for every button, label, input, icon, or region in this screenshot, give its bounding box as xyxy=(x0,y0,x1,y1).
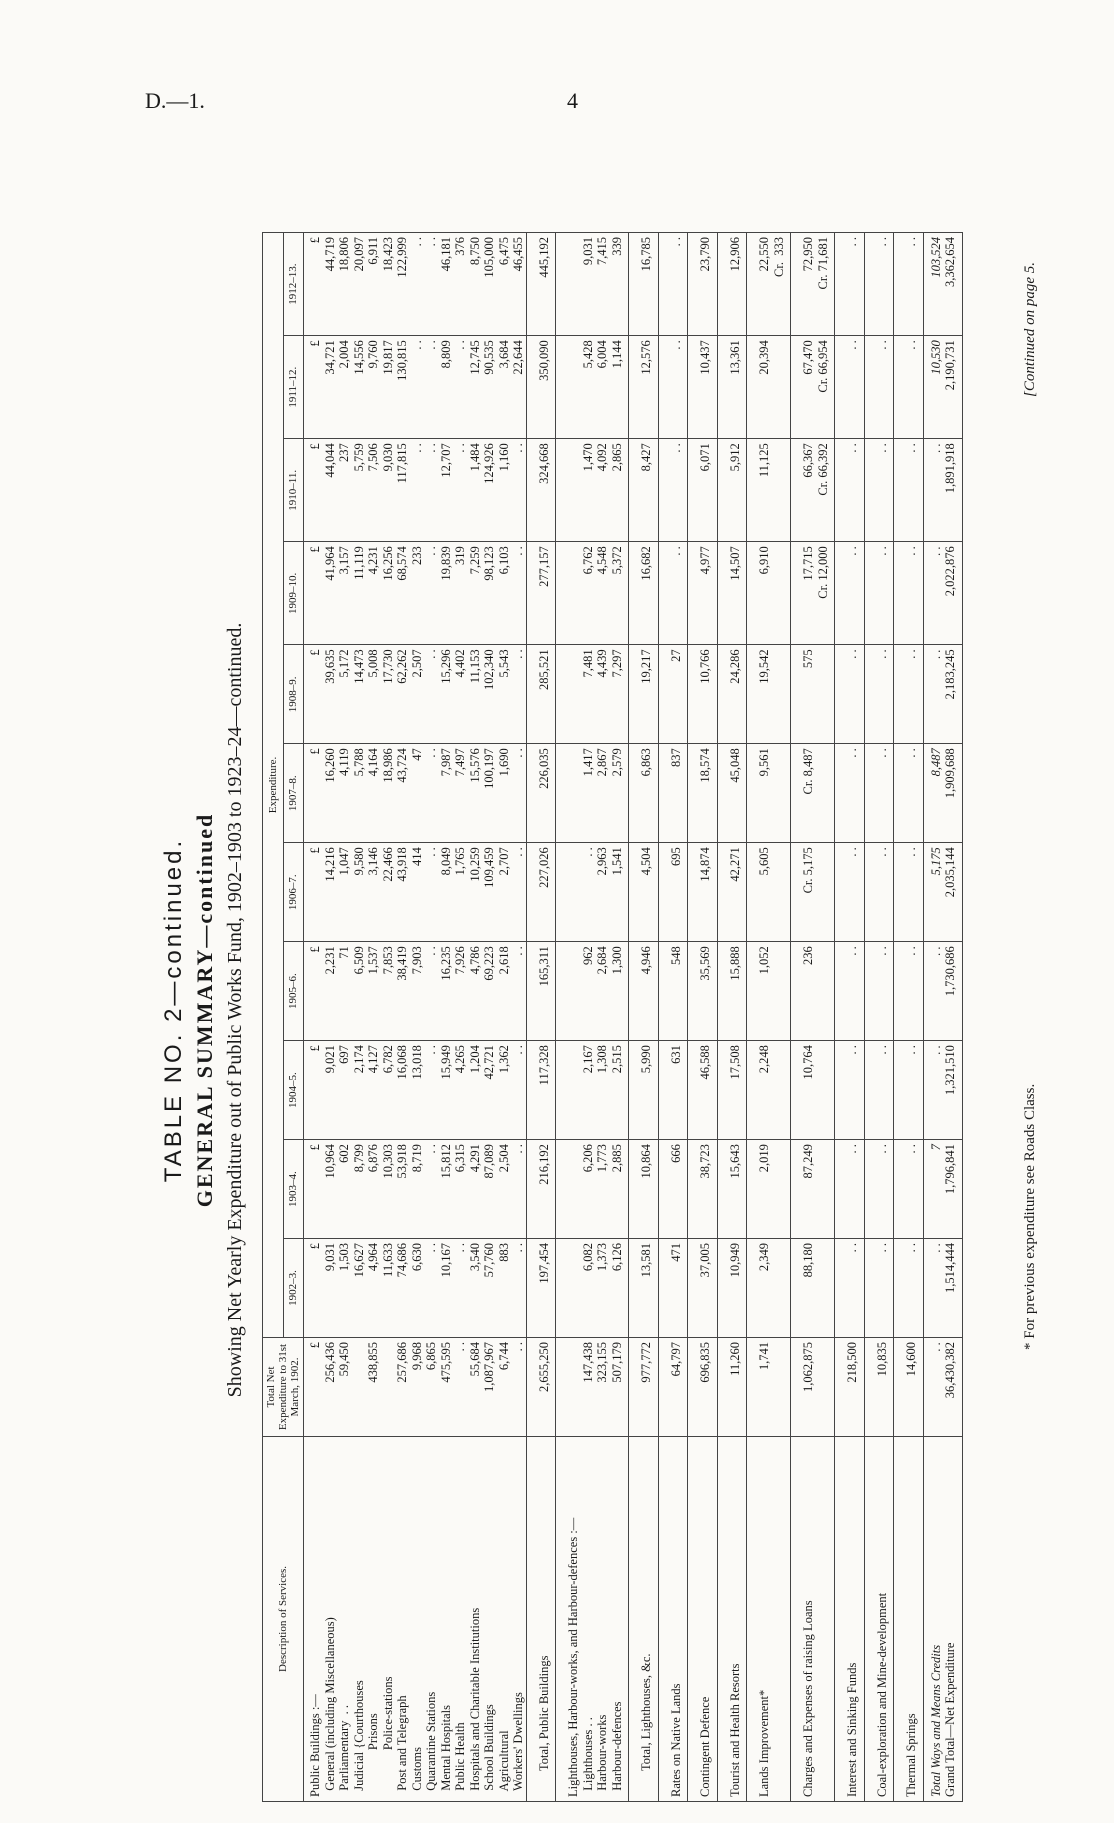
year-value-cell: Cr. 5,175 xyxy=(791,843,835,942)
year-value-cell: 5,912 xyxy=(717,439,747,542)
table-row xyxy=(688,233,718,1802)
grand-total-value: 1,514,444 xyxy=(943,1243,957,1294)
year-value-cell: . . xyxy=(894,942,924,1041)
year-value-cell: 10,864 xyxy=(629,1140,659,1239)
year-value-cell: . . xyxy=(835,942,865,1041)
row-description: Charges and Expenses of raising Loans xyxy=(791,1437,835,1802)
ways-means-value: 10,530 xyxy=(928,340,943,375)
total-to-1902-cell: £ 256,436 59,450 438,855 257,686 9,968 6,865 475,595 . . 55,684 1,087,967 6,744 . . xyxy=(304,1338,527,1437)
col-header-year: 1910–11. xyxy=(283,439,304,542)
year-value-cell: 7,481 4,439 7,297 xyxy=(556,645,629,744)
year-value-cell: . . xyxy=(658,233,688,336)
ways-means-value: 5,175 xyxy=(928,847,943,876)
year-value-cell: 16,682 xyxy=(629,542,659,645)
year-value-cell: . . xyxy=(864,1239,894,1338)
year-value-cell: 277,157 xyxy=(526,542,556,645)
year-value-cell: 13,361 xyxy=(717,336,747,439)
year-value-cell: £ 39,635 5,172 14,473 5,008 17,730 62,262 2,507 . . 15,296 4,402 11,153 102,340 5,543 . . xyxy=(304,645,527,744)
year-value-cell: 117,328 xyxy=(526,1041,556,1140)
year-value-cell: 19,542 xyxy=(747,645,791,744)
grand-total-cell xyxy=(923,439,962,542)
col-header-expenditure: Expenditure. xyxy=(263,233,284,1338)
year-value-cell: . . xyxy=(658,336,688,439)
year-value-cell: 962 2,684 1,300 xyxy=(556,942,629,1041)
year-value-cell: . . xyxy=(894,439,924,542)
grand-total-cell xyxy=(923,942,962,1041)
year-value-cell: 45,048 xyxy=(717,744,747,843)
col-header-year: 1905–6. xyxy=(283,942,304,1041)
year-value-cell: 6,910 xyxy=(747,542,791,645)
year-value-cell: 695 xyxy=(658,843,688,942)
year-value-cell: 10,766 xyxy=(688,645,718,744)
year-value-cell: 10,437 xyxy=(688,336,718,439)
table-row xyxy=(747,233,791,1802)
table-row xyxy=(864,233,894,1802)
year-value-cell: . . xyxy=(864,645,894,744)
year-value-cell: . . xyxy=(835,542,865,645)
year-value-cell: 2,248 xyxy=(747,1041,791,1140)
year-value-cell: . . xyxy=(835,1140,865,1239)
year-value-cell: . . xyxy=(864,1041,894,1140)
total-to-1902-cell: 1,062,875 xyxy=(791,1338,835,1437)
year-value-cell: 2,349 xyxy=(747,1239,791,1338)
year-value-cell: . . xyxy=(894,645,924,744)
year-value-cell: . . xyxy=(835,843,865,942)
year-value-cell: £ 34,721 2,004 14,556 9,760 19,817 130,815 . . . . 8,809 . . 12,745 90,535 3,684 22,644 xyxy=(304,336,527,439)
year-value-cell: 19,217 xyxy=(629,645,659,744)
year-value-cell: 197,454 xyxy=(526,1239,556,1338)
table-row xyxy=(791,233,835,1802)
year-value-cell: . . xyxy=(894,336,924,439)
year-value-cell: 12,906 xyxy=(717,233,747,336)
col-header-description: Description of Services. xyxy=(263,1437,304,1802)
year-value-cell: . . xyxy=(864,233,894,336)
col-header-year: 1907–8. xyxy=(283,744,304,843)
year-value-cell: 2,167 1,308 2,515 xyxy=(556,1041,629,1140)
total-to-1902-cell: 977,772 xyxy=(629,1338,659,1437)
grand-total-cell xyxy=(923,336,962,439)
year-value-cell: . . xyxy=(835,744,865,843)
year-value-cell: . . xyxy=(894,744,924,843)
table-row xyxy=(526,233,556,1802)
total-to-1902-cell: 2,655,250 xyxy=(526,1338,556,1437)
grand-total-cell xyxy=(923,1239,962,1338)
year-value-cell: £ 44,044 237 5,759 7,506 9,030 117,815 . . . . 12,707 . . 1,484 124,926 1,160 . . xyxy=(304,439,527,542)
year-value-cell: 216,192 xyxy=(526,1140,556,1239)
col-header-year: 1909–10. xyxy=(283,542,304,645)
year-value-cell: 37,005 xyxy=(688,1239,718,1338)
ways-means-value: . . xyxy=(928,649,943,659)
year-value-cell: . . xyxy=(658,542,688,645)
page-number: 4 xyxy=(567,88,578,113)
table-subtitle: Showing Net Yearly Expenditure out of Public Works Fund, 1902–1903 to 1923–24—continued. xyxy=(224,622,246,1398)
grand-total-cell xyxy=(923,843,962,942)
col-header-total: Total Net Expenditure to 31st March, 1902. xyxy=(263,1338,304,1437)
year-value-cell: 15,643 xyxy=(717,1140,747,1239)
year-value-cell: 35,569 xyxy=(688,942,718,1041)
col-header-year: 1906–7. xyxy=(283,843,304,942)
year-value-cell: 15,888 xyxy=(717,942,747,1041)
grand-total-value: 2,183,245 xyxy=(943,649,957,700)
year-value-cell: . . xyxy=(894,1239,924,1338)
ways-means-value: . . xyxy=(928,1243,943,1253)
total-to-1902-cell: 64,797 xyxy=(658,1338,688,1437)
year-value-cell: 9,561 xyxy=(747,744,791,843)
year-value-cell: 1,470 4,092 2,865 xyxy=(556,439,629,542)
year-value-cell: . . xyxy=(864,942,894,1041)
total-to-1902-cell: 14,600 xyxy=(894,1338,924,1437)
table-body xyxy=(304,233,963,1802)
year-value-cell: 10,949 xyxy=(717,1239,747,1338)
table-title: GENERAL SUMMARY—continued xyxy=(192,812,217,1208)
grand-total-cell xyxy=(923,233,962,336)
col-header-year: 1902–3. xyxy=(283,1239,304,1338)
year-value-cell: £ 10,964 602 8,799 6,876 10,303 53,918 8,719 . . 15,812 6,315 4,291 87,089 2,504 . . xyxy=(304,1140,527,1239)
row-description: Thermal Springs xyxy=(894,1437,924,1802)
row-description: Rates on Native Lands xyxy=(658,1437,688,1802)
expenditure-table xyxy=(262,232,963,1802)
grand-total-cell xyxy=(923,645,962,744)
year-value-cell: . . xyxy=(864,1140,894,1239)
year-value-cell: 6,206 1,773 2,885 xyxy=(556,1140,629,1239)
year-value-cell: 1,052 xyxy=(747,942,791,1041)
year-value-cell: 23,790 xyxy=(688,233,718,336)
table-row xyxy=(658,233,688,1802)
row-description: Total, Public Buildings xyxy=(526,1437,556,1802)
year-value-cell: 67,470 Cr. 66,954 xyxy=(791,336,835,439)
col-header-year: 1912–13. xyxy=(283,233,304,336)
grand-total-cell xyxy=(923,744,962,843)
year-value-cell: £ 14,216 1,047 9,580 3,146 22,466 43,918 414 . . 8,049 1,765 10,259 109,459 2,707 . . xyxy=(304,843,527,942)
year-value-cell: 20,394 xyxy=(747,336,791,439)
col-header-year: 1911–12. xyxy=(283,336,304,439)
year-value-cell: 226,035 xyxy=(526,744,556,843)
ways-means-value: 103,524 xyxy=(928,237,943,278)
year-value-cell: 236 xyxy=(791,942,835,1041)
year-value-cell: £ 9,021 697 2,174 4,127 6,782 16,068 13,018 . . 15,949 4,265 1,204 42,721 1,362 . . xyxy=(304,1041,527,1140)
row-description: Lighthouses, Harbour-works, and Harbour-defences :— Lighthouses . . Harbour-works Harbour-defences xyxy=(556,1437,629,1802)
year-value-cell: 24,286 xyxy=(717,645,747,744)
year-value-cell: 87,249 xyxy=(791,1140,835,1239)
year-value-cell: 88,180 xyxy=(791,1239,835,1338)
ways-means-value: 8,487 xyxy=(928,748,943,777)
year-value-cell: £ 16,260 4,119 5,788 4,164 18,986 43,724 47 . . 7,987 7,497 15,576 100,197 1,690 . . xyxy=(304,744,527,843)
year-value-cell: . . xyxy=(864,744,894,843)
grand-total-value: 2,022,876 xyxy=(943,546,957,597)
year-value-cell: 18,574 xyxy=(688,744,718,843)
year-value-cell: 38,723 xyxy=(688,1140,718,1239)
table-row xyxy=(629,233,659,1802)
year-value-cell: 6,863 xyxy=(629,744,659,843)
year-value-cell: 14,874 xyxy=(688,843,718,942)
year-value-cell: 548 xyxy=(658,942,688,1041)
row-description: Interest and Sinking Funds xyxy=(835,1437,865,1802)
year-value-cell: 5,605 xyxy=(747,843,791,942)
grand-total-value: 3,362,654 xyxy=(943,237,957,287)
year-value-cell: 13,581 xyxy=(629,1239,659,1338)
year-value-cell: . . xyxy=(864,542,894,645)
year-value-cell: 46,588 xyxy=(688,1041,718,1140)
year-value-cell: 666 xyxy=(658,1140,688,1239)
year-value-cell: 471 xyxy=(658,1239,688,1338)
year-value-cell: 11,125 xyxy=(747,439,791,542)
year-value-cell: . . xyxy=(894,1140,924,1239)
year-value-cell: £ 44,719 18,806 20,097 6,911 18,423 122,999 . . . . 46,181 376 8,750 105,000 6,475 46,455 xyxy=(304,233,527,336)
year-value-cell: 837 xyxy=(658,744,688,843)
row-description: Tourist and Health Resorts xyxy=(717,1437,747,1802)
grand-total-value: 1,730,686 xyxy=(943,946,957,997)
col-header-year: 1908–9. xyxy=(283,645,304,744)
year-value-cell: 631 xyxy=(658,1041,688,1140)
year-value-cell: . . xyxy=(835,1239,865,1338)
grand-total-value: 1,909,688 xyxy=(943,748,957,799)
grand-total-cell xyxy=(923,542,962,645)
col-header-year: 1903–4. xyxy=(283,1140,304,1239)
year-value-cell: . . xyxy=(835,645,865,744)
year-value-cell: . . xyxy=(894,542,924,645)
year-value-cell: 16,785 xyxy=(629,233,659,336)
table-row xyxy=(835,233,865,1802)
year-value-cell: Cr. 8,487 xyxy=(791,744,835,843)
year-value-cell: 4,977 xyxy=(688,542,718,645)
page-header-left: D.—1. xyxy=(145,88,205,113)
table-number: TABLE NO. 2—continued. xyxy=(160,837,187,1183)
year-value-cell: 42,271 xyxy=(717,843,747,942)
year-value-cell: 445,192 xyxy=(526,233,556,336)
grand-total-value: 2,190,731 xyxy=(943,340,957,391)
grand-total-row xyxy=(923,233,962,1802)
year-value-cell: . . xyxy=(835,233,865,336)
rotated-page-content xyxy=(152,210,1072,1810)
year-value-cell: 1,417 2,867 2,579 xyxy=(556,744,629,843)
year-value-cell: . . xyxy=(835,336,865,439)
grand-total-label: Grand Total—Net Expenditure xyxy=(943,1642,957,1797)
ways-means-value: 7 xyxy=(928,1144,943,1151)
year-value-cell: . . xyxy=(894,843,924,942)
year-value-cell: . . xyxy=(658,439,688,542)
year-value-cell: . . xyxy=(864,843,894,942)
total-to-1902-cell: 147,438 323,155 507,179 xyxy=(556,1338,629,1437)
grand-total-cell xyxy=(923,1338,962,1437)
year-value-cell: 8,427 xyxy=(629,439,659,542)
year-value-cell: 2,019 xyxy=(747,1140,791,1239)
year-value-cell: 12,576 xyxy=(629,336,659,439)
grand-total-value: 36,430,382 xyxy=(943,1342,957,1399)
year-value-cell: £ 41,964 3,157 11,119 4,231 16,256 68,574 233 . . 19,839 319 7,259 98,123 6,103 . . xyxy=(304,542,527,645)
year-value-cell: 227,026 xyxy=(526,843,556,942)
year-value-cell: 324,668 xyxy=(526,439,556,542)
year-value-cell: 66,367 Cr. 66,392 xyxy=(791,439,835,542)
ways-means-value: . . xyxy=(928,546,943,556)
year-value-cell: 10,764 xyxy=(791,1041,835,1140)
table-row xyxy=(717,233,747,1802)
year-value-cell: £ 2,231 71 6,509 1,537 7,853 38,419 7,903 . . 16,235 7,926 4,786 69,223 2,618 . . xyxy=(304,942,527,1041)
year-value-cell: 9,031 7,415 339 xyxy=(556,233,629,336)
grand-total-cell xyxy=(923,1140,962,1239)
table-row xyxy=(304,233,527,1802)
year-value-cell: . . xyxy=(835,439,865,542)
year-value-cell: 6,762 4,548 5,372 xyxy=(556,542,629,645)
year-value-cell: . . xyxy=(864,439,894,542)
total-to-1902-cell: 10,835 xyxy=(864,1338,894,1437)
year-value-cell: 14,507 xyxy=(717,542,747,645)
ways-means-value: . . xyxy=(928,443,943,453)
year-value-cell: 285,521 xyxy=(526,645,556,744)
ways-means-value: . . xyxy=(928,1342,943,1352)
year-value-cell: 165,311 xyxy=(526,942,556,1041)
year-value-cell: 4,946 xyxy=(629,942,659,1041)
row-description: Lands Improvement* xyxy=(747,1437,791,1802)
total-to-1902-cell: 218,500 xyxy=(835,1338,865,1437)
col-header-year: 1904–5. xyxy=(283,1041,304,1140)
year-value-cell: 4,504 xyxy=(629,843,659,942)
year-value-cell: 22,550 Cr. 333 xyxy=(747,233,791,336)
row-description: Public Buildings :— General (including Miscellaneous) Parliamentary . . Judicial {Courthouses Prisons Police-stations Post and Telegraph Customs Quarantine Stations Mental Hospitals Public Health Hospitals and Charitable Institutions School Buildings Agricultural Workers' Dwellings xyxy=(304,1437,527,1802)
year-value-cell: 72,950 Cr. 71,681 xyxy=(791,233,835,336)
year-value-cell: 17,715 Cr. 12,000 xyxy=(791,542,835,645)
row-description: Coal-exploration and Mine-development xyxy=(864,1437,894,1802)
grand-total-value: 1,321,510 xyxy=(943,1045,957,1096)
year-value-cell: 5,990 xyxy=(629,1041,659,1140)
footnote: * For previous expenditure see Roads Class. xyxy=(1022,1083,1038,1350)
table-row xyxy=(894,233,924,1802)
ways-means-label: Total Ways and Means Credits xyxy=(928,1644,943,1797)
year-value-cell: 6,082 1,373 6,126 xyxy=(556,1239,629,1338)
row-description: Total, Lighthouses, &c. xyxy=(629,1437,659,1802)
year-value-cell: 575 xyxy=(791,645,835,744)
year-value-cell: . . xyxy=(864,336,894,439)
continued-note: [Continued on page 5. xyxy=(1022,262,1038,397)
grand-total-value: 1,891,918 xyxy=(943,443,957,494)
grand-total-cell xyxy=(923,1041,962,1140)
year-value-cell: 27 xyxy=(658,645,688,744)
ways-means-value: . . xyxy=(928,946,943,956)
total-to-1902-cell: 696,835 xyxy=(688,1338,718,1437)
year-value-cell: 5,428 6,004 1,144 xyxy=(556,336,629,439)
year-value-cell: £ 9,031 1,503 16,627 4,964 11,633 74,686 6,630 . . 10,167 . . 3,540 57,760 883 . . xyxy=(304,1239,527,1338)
total-to-1902-cell: 1,741 xyxy=(747,1338,791,1437)
year-value-cell: . . xyxy=(894,233,924,336)
row-description: Contingent Defence xyxy=(688,1437,718,1802)
year-value-cell: . . 2,963 1,541 xyxy=(556,843,629,942)
year-value-cell: 17,508 xyxy=(717,1041,747,1140)
total-to-1902-cell: 11,260 xyxy=(717,1338,747,1437)
year-value-cell: . . xyxy=(894,1041,924,1140)
grand-total-value: 1,796,841 xyxy=(943,1144,957,1195)
year-value-cell: 350,090 xyxy=(526,336,556,439)
table-row xyxy=(556,233,629,1802)
grand-total-value: 2,035,144 xyxy=(943,847,957,898)
year-value-cell: 6,071 xyxy=(688,439,718,542)
ways-means-value: . . xyxy=(928,1045,943,1055)
year-value-cell: . . xyxy=(835,1041,865,1140)
grand-total-description xyxy=(923,1437,962,1802)
